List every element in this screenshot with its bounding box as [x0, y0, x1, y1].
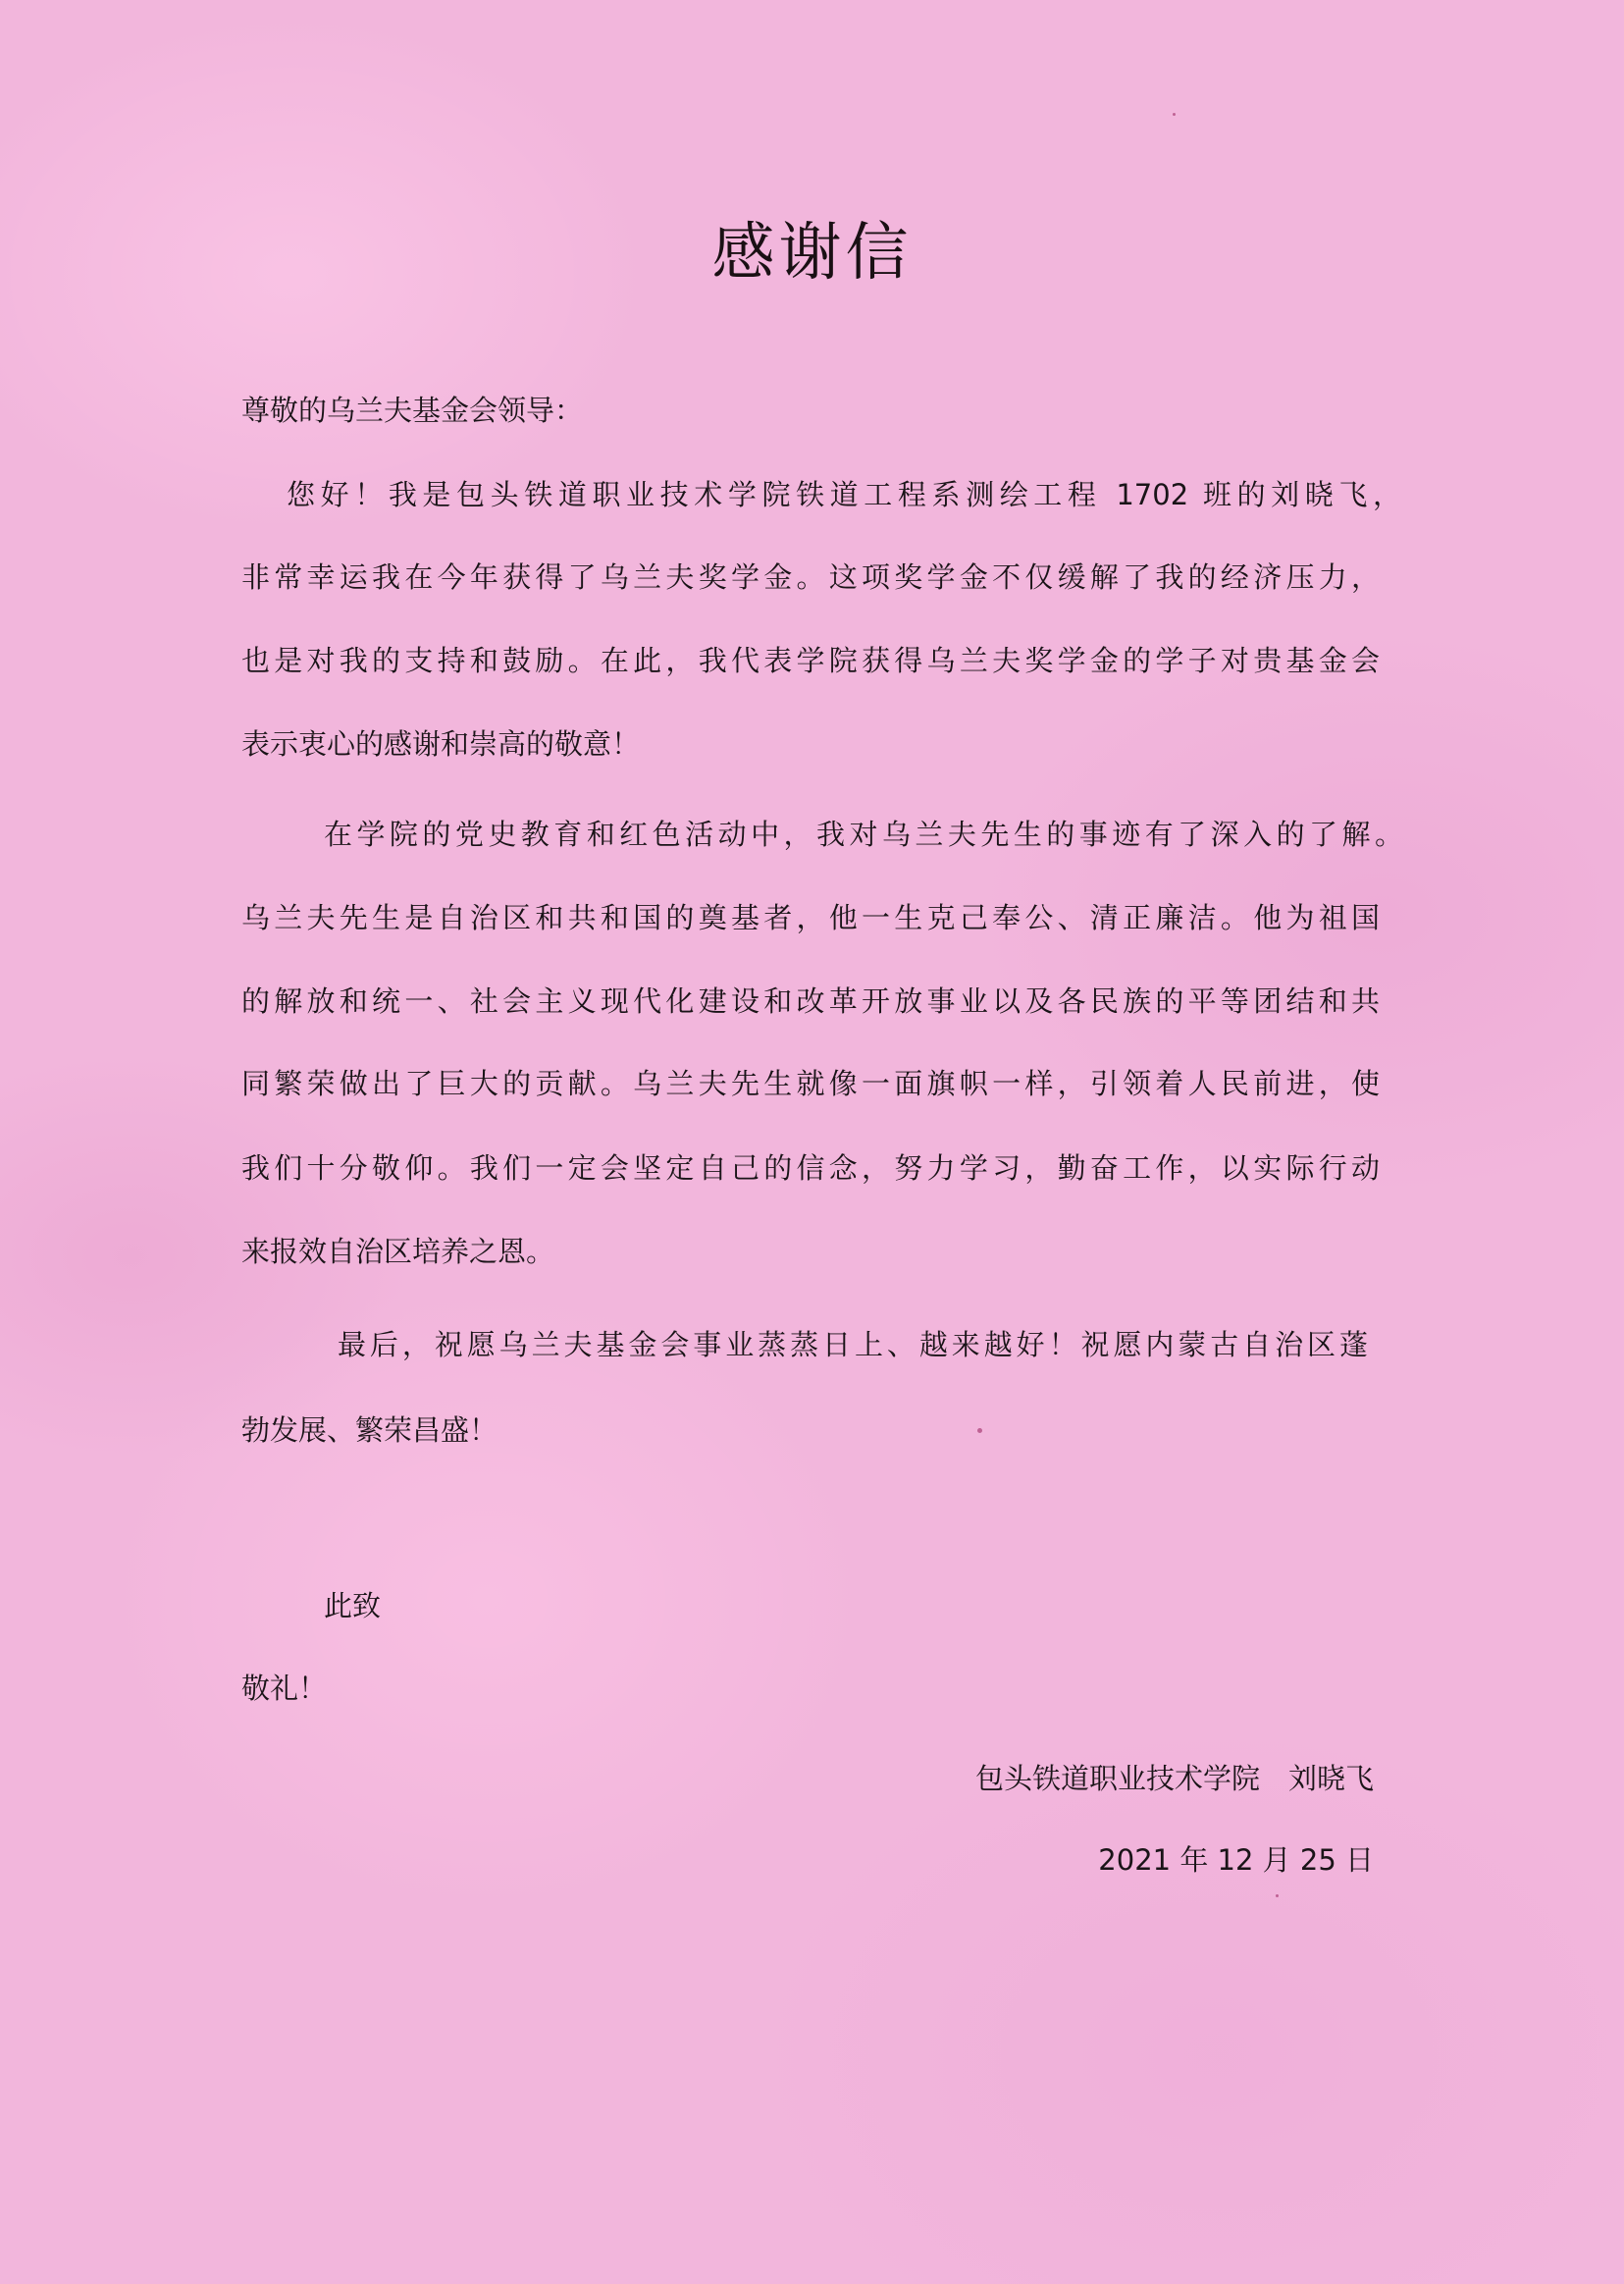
paragraph1-line4: 表示衷心的感谢和崇高的敬意！ [241, 727, 641, 761]
paragraph3-line2: 勃发展、繁荣昌盛！ [241, 1413, 498, 1447]
paragraph2-line5: 我们十分敬仰。我们一定会坚定自己的信念，努力学习，勤奋工作，以实际行动 [241, 1151, 1380, 1185]
paragraph2-line6: 来报效自治区培养之恩。 [241, 1235, 555, 1268]
paragraph1-line2: 非常幸运我在今年获得了乌兰夫奖学金。这项奖学金不仅缓解了我的经济压力， [241, 560, 1380, 594]
closing-cizhi: 此致 [324, 1589, 382, 1622]
paper-speck [977, 1428, 982, 1433]
letter-title: 感谢信 [711, 217, 913, 290]
paragraph2-line3: 的解放和统一、社会主义现代化建设和改革开放事业以及各民族的平等团结和共 [241, 984, 1380, 1018]
signature: 包头铁道职业技术学院 刘晓飞 [974, 1762, 1374, 1795]
closing-jingli: 敬礼！ [241, 1672, 328, 1705]
paper-speck [1276, 1894, 1279, 1897]
paragraph2-line2: 乌兰夫先生是自治区和共和国的奠基者，他一生克己奉公、清正廉洁。他为祖国 [241, 901, 1380, 934]
paragraph2-line1: 在学院的党史教育和红色活动中，我对乌兰夫先生的事迹有了深入的了解。 [324, 818, 1403, 851]
paragraph2-line4: 同繁荣做出了巨大的贡献。乌兰夫先生就像一面旗帜一样，引领着人民前进，使 [241, 1067, 1380, 1100]
paragraph1-line1: 您好！我是包头铁道职业技术学院铁道工程系测绘工程 1702 班的刘晓飞， [287, 478, 1401, 511]
paper-speck [1173, 113, 1176, 116]
letter-date: 2021 年 12 月 25 日 [1098, 1843, 1374, 1877]
paragraph3-line1: 最后，祝愿乌兰夫基金会事业蒸蒸日上、越来越好！祝愿内蒙古自治区蓬 [338, 1328, 1368, 1361]
salutation: 尊敬的乌兰夫基金会领导： [241, 394, 584, 427]
paragraph1-line3: 也是对我的支持和鼓励。在此，我代表学院获得乌兰夫奖学金的学子对贵基金会 [241, 644, 1380, 677]
